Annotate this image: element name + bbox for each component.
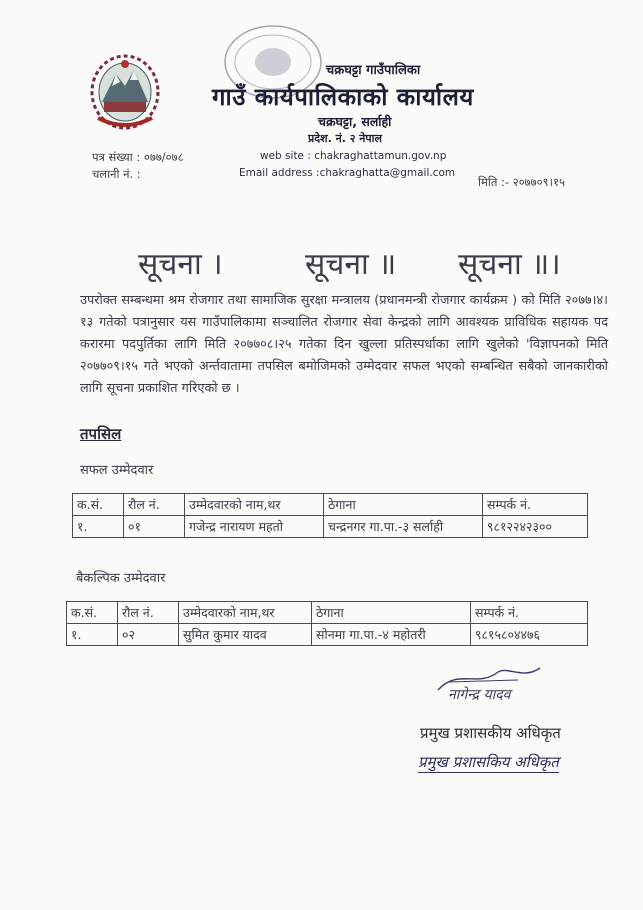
province-label: प्रदेश. नं. २ नेपाल (308, 132, 382, 145)
table-header-row (73, 494, 588, 516)
successful-candidate-table (72, 493, 588, 538)
header-cell: क.सं. (67, 602, 118, 624)
table-row (67, 624, 588, 646)
table-cell: गजेन्द्र नारायण महतो (185, 516, 324, 538)
alternate-candidate-table (66, 601, 588, 646)
office-location: चक्रघट्टा, सर्लाही (318, 114, 392, 129)
notice-heading-1: सूचना । (138, 247, 223, 282)
notice-heading-2: सूचना ॥ (305, 247, 397, 282)
table-cell: चन्द्रनगर गा.पा.-३ सर्लाही (324, 516, 483, 538)
table-cell: सुमित कुमार यादव (179, 624, 312, 646)
signatory-title: प्रमुख प्रशासकीय अधिकृत (420, 724, 561, 742)
table-cell: ९८१५८०४४७६ (471, 624, 588, 646)
municipality-name: चक्रघट्टा गाउँपालिका (326, 63, 421, 78)
designation-stamp: प्रमुख प्रशासकिय अधिकृत (418, 753, 559, 771)
header-cell: क.सं. (73, 494, 124, 516)
details-heading: तपसिल (80, 425, 122, 443)
table-cell: सोनमा गा.पा.-४ महोतरी (312, 624, 471, 646)
table-cell: ९८१२२४२३०० (483, 516, 588, 538)
header-cell: उम्मेदवारको नाम,थर (185, 494, 324, 516)
table-cell: ०२ (118, 624, 179, 646)
header-cell: ठेगाना (324, 494, 483, 516)
header-cell: रौल नं. (124, 494, 185, 516)
office-title: गाउँ कार्यपालिकाको कार्यालय (212, 83, 474, 111)
table-cell: ०१ (124, 516, 185, 538)
email-text: Email address :chakraghatta@gmail.com (239, 167, 456, 179)
header-cell: रौल नं. (118, 602, 179, 624)
table-cell: १. (73, 516, 124, 538)
letter-number: पत्र संख्या : ०७७/०७८ (92, 150, 184, 164)
notice-body: उपरोक्त सम्बन्धमा श्रम रोजगार तथा सामाजिक सुरक्षा मन्त्रालय (प्रधानमन्त्री रोजगार कार्यक्रम ) को मिति २०७७।४।१३ गतेको पत्रानुसार यस गाउँपालिकामा सञ्चालित रोजगार सेवा केन्द्रको लागि आवश्यक प्राविधिक सहायक पद करारमा पदपुर्तिका लागि मिति २०७७०८।२५ गतेका दिन खुल्ला प्रतिस्पर्धाका लागि खुलेको 'विज्ञापनको मिति २०७७०९।१५ गते भएको अर्न्तवातामा तपसिल बमोजिमको उम्मेदवार सफल भएको सम्बन्धित सबैको जानकारीको लागि सूचना प्रकाशित गरिएको छ । (80, 293, 608, 396)
table-header-row (67, 602, 588, 624)
date-text: मिति :- २०७७०९।१५ (478, 175, 565, 189)
website-text: web site : chakraghattamun.gov.np (260, 150, 447, 162)
header-cell: ठेगाना (312, 602, 471, 624)
table-row (73, 516, 588, 538)
table-cell: १. (67, 624, 118, 646)
notice-heading-3: सूचना ॥। (458, 247, 561, 282)
dispatch-number: चलानी नं. : (92, 167, 141, 181)
signatory-name: नागेन्द्र यादव (448, 687, 511, 703)
header-cell: उम्मेदवारको नाम,थर (179, 602, 312, 624)
header-cell: सम्पर्क नं. (471, 602, 588, 624)
successful-candidate-heading: सफल उम्मेदवार (80, 463, 154, 478)
alternate-candidate-heading: बैकल्पिक उम्मेदवार (76, 571, 166, 586)
header-cell: सम्पर्क नं. (483, 494, 588, 516)
government-emblem-icon (88, 52, 162, 134)
